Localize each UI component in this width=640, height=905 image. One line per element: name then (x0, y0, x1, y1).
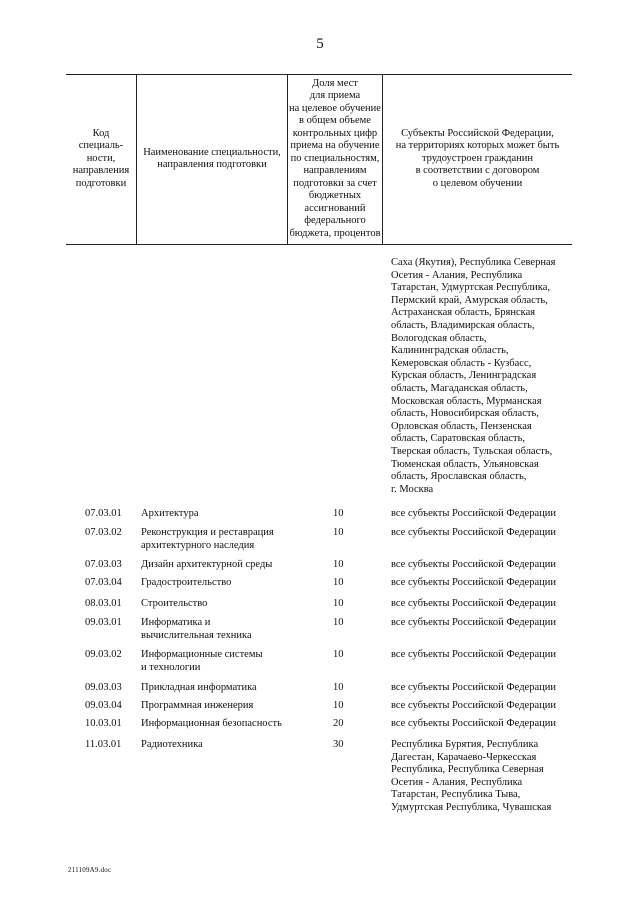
row-name: Градостроительство (141, 577, 232, 588)
row-name: Информатика и вычислительная техника (141, 617, 252, 641)
row-code: 08.03.01 (85, 598, 122, 609)
row-code: 10.03.01 (85, 718, 122, 729)
row-regions: все субъекты Российской Федерации (391, 577, 556, 588)
row-regions: все субъекты Российской Федерации (391, 527, 556, 538)
row-share: 10 (333, 577, 344, 588)
row-regions: все субъекты Российской Федерации (391, 682, 556, 693)
header-regions: Субъекты Российской Федерации, на территориях которых может быть трудоустроен гражданин в соответствии с договором о целевом обучении (395, 127, 560, 189)
row-share: 10 (333, 598, 344, 609)
document-footer-code: 211109A9.doc (68, 866, 112, 874)
row-name: Радиотехника (141, 739, 203, 750)
table-header-bottom-rule (66, 244, 572, 245)
row-share: 10 (333, 700, 344, 711)
header-name: Наименование специальности, направления подготовки (143, 146, 281, 170)
table-row (0, 739, 640, 819)
row-code: 09.03.04 (85, 700, 122, 711)
row-name: Программная инженерия (141, 700, 254, 711)
row-share: 10 (333, 559, 344, 570)
row-share: 10 (333, 508, 344, 519)
row-code: 07.03.03 (85, 559, 122, 570)
row-code: 07.03.01 (85, 508, 122, 519)
row-name: Архитектура (141, 508, 199, 519)
regions-continuation: Саха (Якутия), Республика Северная Осетия - Алания, Республика Татарстан, Удмуртская Республика, Пермский край, Амурская область, Астраханская область, Брянская область, Владимирская область, Вологодская область, Калининградская область, Кемеровская область - Кузбасс, Курская область, Ленинградская область, Магаданская область, Московская область, Мурманская область, Новосибирская область, Орловская область, Пензенская область, Саратовская область, Тверская область, Тульская область, Тюменская область, Ульяновская область, Ярославская область, г. Москва (391, 257, 556, 495)
table-row (0, 527, 640, 557)
row-name: Дизайн архитектурной среды (141, 559, 273, 570)
row-share: 10 (333, 617, 344, 628)
row-regions: все субъекты Российской Федерации (391, 598, 556, 609)
row-code: 09.03.02 (85, 649, 122, 660)
row-code: 07.03.02 (85, 527, 122, 538)
row-name: Прикладная информатика (141, 682, 257, 693)
page-number: 5 (316, 36, 324, 52)
row-code: 07.03.04 (85, 577, 122, 588)
row-code: 09.03.03 (85, 682, 122, 693)
table-row (0, 617, 640, 647)
row-share: 10 (333, 649, 344, 660)
row-code: 09.03.01 (85, 617, 122, 628)
header-code: Код специаль- ности, направления подготовки (72, 127, 130, 189)
row-regions: все субъекты Российской Федерации (391, 700, 556, 711)
row-regions: Республика Бурятия, Республика Дагестан, Карачаево-Черкесская Республика, Республика Северная Осетия - Алания, Республика Татарстан, Республика Тыва, Удмуртская Республика, Чувашская (391, 739, 552, 813)
row-share: 10 (333, 682, 344, 693)
row-regions: все субъекты Российской Федерации (391, 559, 556, 570)
table-row (0, 649, 640, 679)
row-code: 11.03.01 (85, 739, 122, 750)
row-share: 10 (333, 527, 344, 538)
row-regions: все субъекты Российской Федерации (391, 718, 556, 729)
row-name: Реконструкция и реставрация архитектурного наследия (141, 527, 274, 551)
row-share: 20 (333, 718, 344, 729)
row-regions: все субъекты Российской Федерации (391, 508, 556, 519)
row-name: Строительство (141, 598, 208, 609)
row-regions: все субъекты Российской Федерации (391, 649, 556, 660)
header-share: Доля мест для приема на целевое обучение в общем объеме контрольных цифр приема на обучение по специальностям, направлениям подготовки за счет бюджетных ассигнований федерального бюджета, процентов (289, 77, 381, 239)
row-regions: все субъекты Российской Федерации (391, 617, 556, 628)
row-name: Информационная безопасность (141, 718, 282, 729)
row-share: 30 (333, 739, 344, 750)
row-name: Информационные системы и технологии (141, 649, 263, 673)
